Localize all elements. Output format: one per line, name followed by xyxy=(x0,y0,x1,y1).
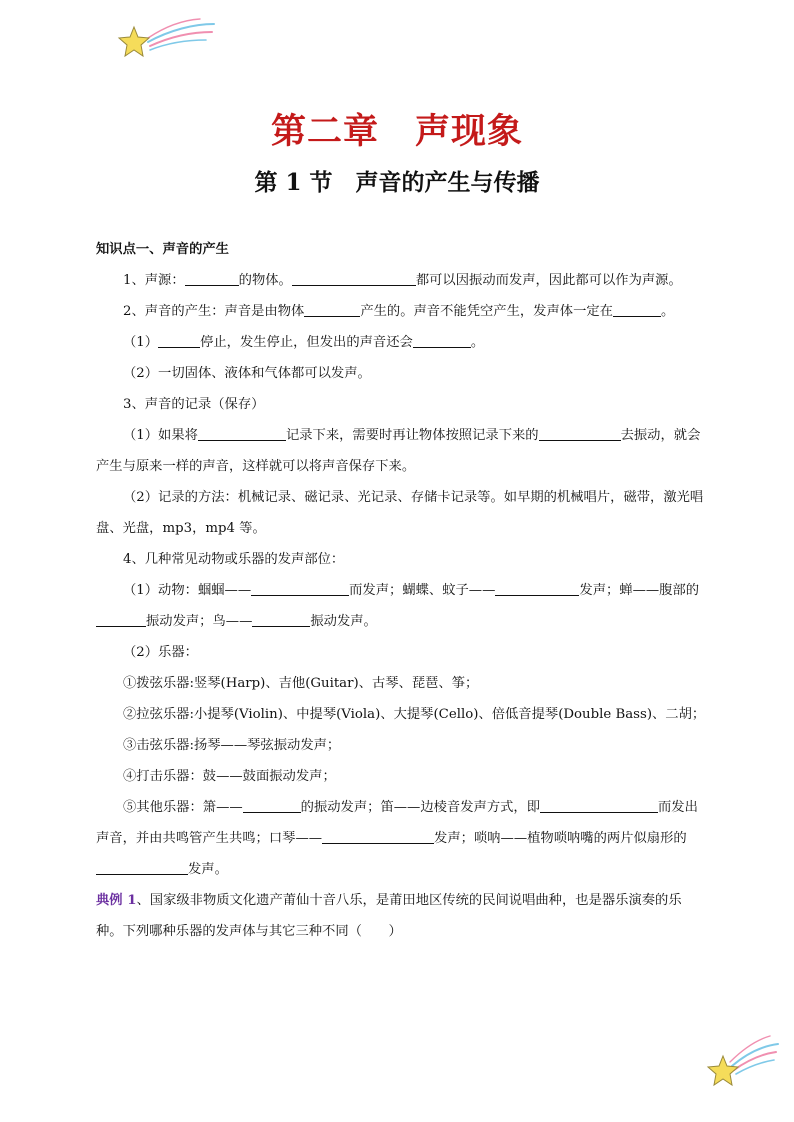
animals-line: （1）动物：蝈蝈—— 而发声；蝴蝶、蚊子—— 发声；蝉——腹部的振动发声；鸟—— 振动发声。 xyxy=(96,575,706,637)
plucked-instruments-line: ①拨弦乐器:竖琴(Harp)、吉他(Guitar)、古琴、琵琶、筝； xyxy=(123,676,479,691)
chapter-title: 第二章 声现象 xyxy=(270,111,523,152)
sound-parts-heading: 4、几种常见动物或乐器的发声部位： xyxy=(123,552,345,567)
sound-source-line: 1、声源： 的物体。 都可以因振动而发声，因此都可以作为声源。 xyxy=(96,265,706,296)
other-instruments-line: ⑤其他乐器：箫—— 的振动发声；笛——边棱音发声方式，即 而发出声音，并由共鸣管产生共鸣；口琴—— 发声；唢呐——植物唢呐嘴的两片似扇形的发声。 xyxy=(96,792,706,885)
answer-blank[interactable] xyxy=(185,270,239,286)
example-text: 、国家级非物质文化遗产莆仙十音八乐，是莆田地区传统的民间说唱曲种，也是器乐演奏的乐种。下列哪种乐器的发声体与其它三种不同（ ） xyxy=(96,893,682,939)
shooting-star-icon xyxy=(706,1030,780,1094)
vibration-stop-line: （1） 停止，发生停止，但发出的声音还会 。 xyxy=(96,327,706,358)
bowed-instruments-line: ②拉弦乐器:小提琴(Violin)、中提琴(Viola)、大提琴(Cello)、倍低音提琴(Double Bass)、二胡； xyxy=(123,707,706,722)
answer-blank[interactable] xyxy=(304,301,360,317)
answer-blank[interactable] xyxy=(613,301,661,317)
example-question xyxy=(96,885,706,947)
instruments-heading: （2）乐器： xyxy=(123,645,198,660)
section-title: 第 1 节 声音的产生与传播 xyxy=(254,169,540,196)
sound-production-line: 2、声音的产生：声音是由物体 产生的。声音不能凭空产生，发声体一定在 。 xyxy=(96,296,706,327)
answer-blank[interactable] xyxy=(322,828,434,844)
knowledge-point-heading: 知识点一、声音的产生 xyxy=(96,242,229,257)
answer-blank[interactable] xyxy=(495,580,579,596)
answer-blank[interactable] xyxy=(158,332,200,348)
answer-blank[interactable] xyxy=(96,611,146,627)
answer-blank[interactable] xyxy=(251,580,349,596)
answer-blank[interactable] xyxy=(252,611,310,627)
answer-blank[interactable] xyxy=(540,797,658,813)
answer-blank[interactable] xyxy=(96,859,188,875)
example-label: 典例 1 xyxy=(96,893,137,908)
worksheet-content xyxy=(96,234,706,947)
answer-blank[interactable] xyxy=(539,425,621,441)
recording-principle-line: （1）如果将 记录下来，需要时再让物体按照记录下来的 去振动，就会产生与原来一样的声音，这样就可以将声音保存下来。 xyxy=(96,420,706,482)
all-states-line: （2）一切固体、液体和气体都可以发声。 xyxy=(123,366,371,381)
answer-blank[interactable] xyxy=(413,332,471,348)
answer-blank[interactable] xyxy=(198,425,286,441)
struck-instruments-line: ③击弦乐器:扬琴——琴弦振动发声； xyxy=(123,738,341,753)
sound-recording-heading: 3、声音的记录（保存） xyxy=(123,397,265,412)
recording-methods-line: （2）记录的方法：机械记录、磁记录、光记录、存储卡记录等。如早期的机械唱片，磁带，激光唱盘、光盘，mp3，mp4 等。 xyxy=(96,490,704,536)
answer-blank[interactable] xyxy=(292,270,416,286)
shooting-star-icon xyxy=(108,18,218,62)
answer-blank[interactable] xyxy=(243,797,301,813)
percussion-instruments-line: ④打击乐器：鼓——鼓面振动发声； xyxy=(123,769,336,784)
